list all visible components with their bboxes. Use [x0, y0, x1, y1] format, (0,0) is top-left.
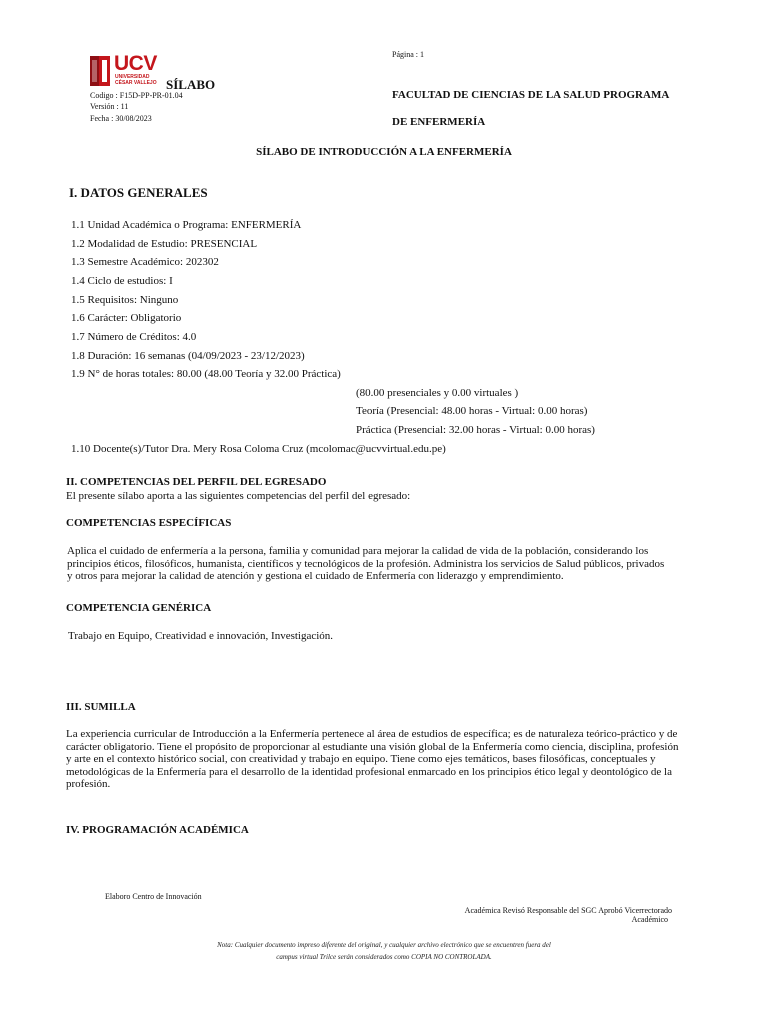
footer-prepared: Elaboro Centro de Innovación [105, 892, 202, 901]
general-item-2: 1.2 Modalidad de Estudio: PRESENCIAL [71, 238, 258, 250]
specific-line-1: Aplica el cuidado de enfermería a la persona, familia y comunidad para mejorar la calidad de vida de la población, considerando los [67, 545, 649, 557]
summary-text [66, 728, 678, 791]
doc-date: Fecha : 30/08/2023 [90, 114, 152, 123]
summary-line-2: carácter obligatorio. Tiene el propósito de proporcionar al estudiante una visión global de la Enfermería como ciencia, disciplina, profesión [66, 740, 679, 753]
doc-code: Codigo : F15D-PP-PR-01.04 [90, 91, 183, 100]
doc-version: Versión : 11 [90, 102, 129, 111]
section-title-programming: IV. PROGRAMACIÓN ACADÉMICA [66, 824, 249, 836]
footer-note-line-1: Nota: Cualquier documento impreso diferente del original, y cualquier archivo electrónico que se encuentren fuera del [217, 941, 551, 949]
logo-sub-1: UNIVERSIDAD [115, 74, 150, 80]
general-item-7: 1.7 Número de Créditos: 4.0 [71, 331, 197, 343]
generic-competency-title: COMPETENCIA GENÉRICA [66, 602, 212, 614]
specific-line-2: principios éticos, filosóficos, humanista, científicos y tecnológicos de la profesión. Administra los servicios de Salud públicos, privados [67, 557, 665, 570]
specific-competencies-title: COMPETENCIAS ESPECÍFICAS [66, 517, 232, 529]
general-item-1: 1.1 Unidad Académica o Programa: ENFERMERÍA [71, 219, 302, 231]
general-item-8: 1.8 Duración: 16 semanas (04/09/2023 - 23/12/2023) [71, 350, 305, 362]
specific-line-3: y otros para mejorar la calidad de atención y gestiona el cuidado de Enfermería con liderazgo y emprendimiento. [67, 570, 564, 583]
generic-competency-text: Trabajo en Equipo, Creatividad e innovación, Investigación. [68, 630, 334, 642]
doc-type: SÍLABO [166, 77, 216, 92]
general-item-4: 1.4 Ciclo de estudios: I [71, 275, 173, 287]
section-title-general-data: I. DATOS GENERALES [69, 185, 208, 200]
hours-detail-practice: Práctica (Presencial: 32.00 horas - Virtual: 0.00 horas) [356, 424, 595, 436]
summary-line-1: La experiencia curricular de Introducción a la Enfermería pertenece al área de estudios de específica; es de naturaleza teórico-práctico y de [66, 728, 678, 740]
main-title: SÍLABO DE INTRODUCCIÓN A LA ENFERMERÍA [256, 146, 512, 158]
competencies-intro: El presente sílabo aporta a las siguientes competencias del perfil del egresado: [66, 490, 411, 502]
ucv-logo [90, 54, 166, 90]
logo-wordmark: UCV [114, 52, 157, 75]
summary-line-5: profesión. [66, 778, 111, 791]
footer-review-line-1: Académica Revisó Responsable del SGC Aprobó Vicerrectorado [464, 906, 672, 915]
general-item-9: 1.9 N° de horas totales: 80.00 (48.00 Teoría y 32.00 Práctica) [71, 368, 341, 380]
faculty-line-2: DE ENFERMERÍA [392, 116, 486, 128]
general-item-3: 1.3 Semestre Académico: 202302 [71, 256, 219, 268]
hours-detail-total: (80.00 presenciales y 0.00 virtuales ) [356, 387, 519, 399]
section-title-competencies: II. COMPETENCIAS DEL PERFIL DEL EGRESADO [66, 476, 327, 488]
logo-sub-2: CÉSAR VALLEJO [115, 80, 157, 86]
summary-line-3: y arte en el contexto histórico social, con creatividad y trabajo en equipo. Tiene como ejes temáticos, bases filosóficas, conceptuales y [66, 753, 656, 766]
general-item-6: 1.6 Carácter: Obligatorio [71, 312, 182, 324]
section-title-summary: III. SUMILLA [66, 701, 136, 713]
page-number: Página : 1 [392, 50, 424, 59]
footer-review-line-2: Académico [631, 915, 668, 924]
teacher-info: 1.10 Docente(s)/Tutor Dra. Mery Rosa Coloma Cruz (mcolomac@ucvvirtual.edu.pe) [71, 443, 446, 455]
general-item-5: 1.5 Requisitos: Ninguno [71, 294, 179, 306]
hours-detail-theory: Teoría (Presencial: 48.00 horas - Virtual: 0.00 horas) [356, 405, 588, 417]
faculty-line-1: FACULTAD DE CIENCIAS DE LA SALUD PROGRAMA [392, 89, 670, 101]
summary-line-4: metodológicas de la Enfermería para el desarrollo de la identidad profesional enmarcado en los principios ético legal y deontológico de la [66, 765, 672, 778]
footer-note-line-2: campus virtual Trilce serán considerados como COPIA NO CONTROLADA. [276, 953, 492, 961]
specific-competencies-text [67, 545, 664, 583]
